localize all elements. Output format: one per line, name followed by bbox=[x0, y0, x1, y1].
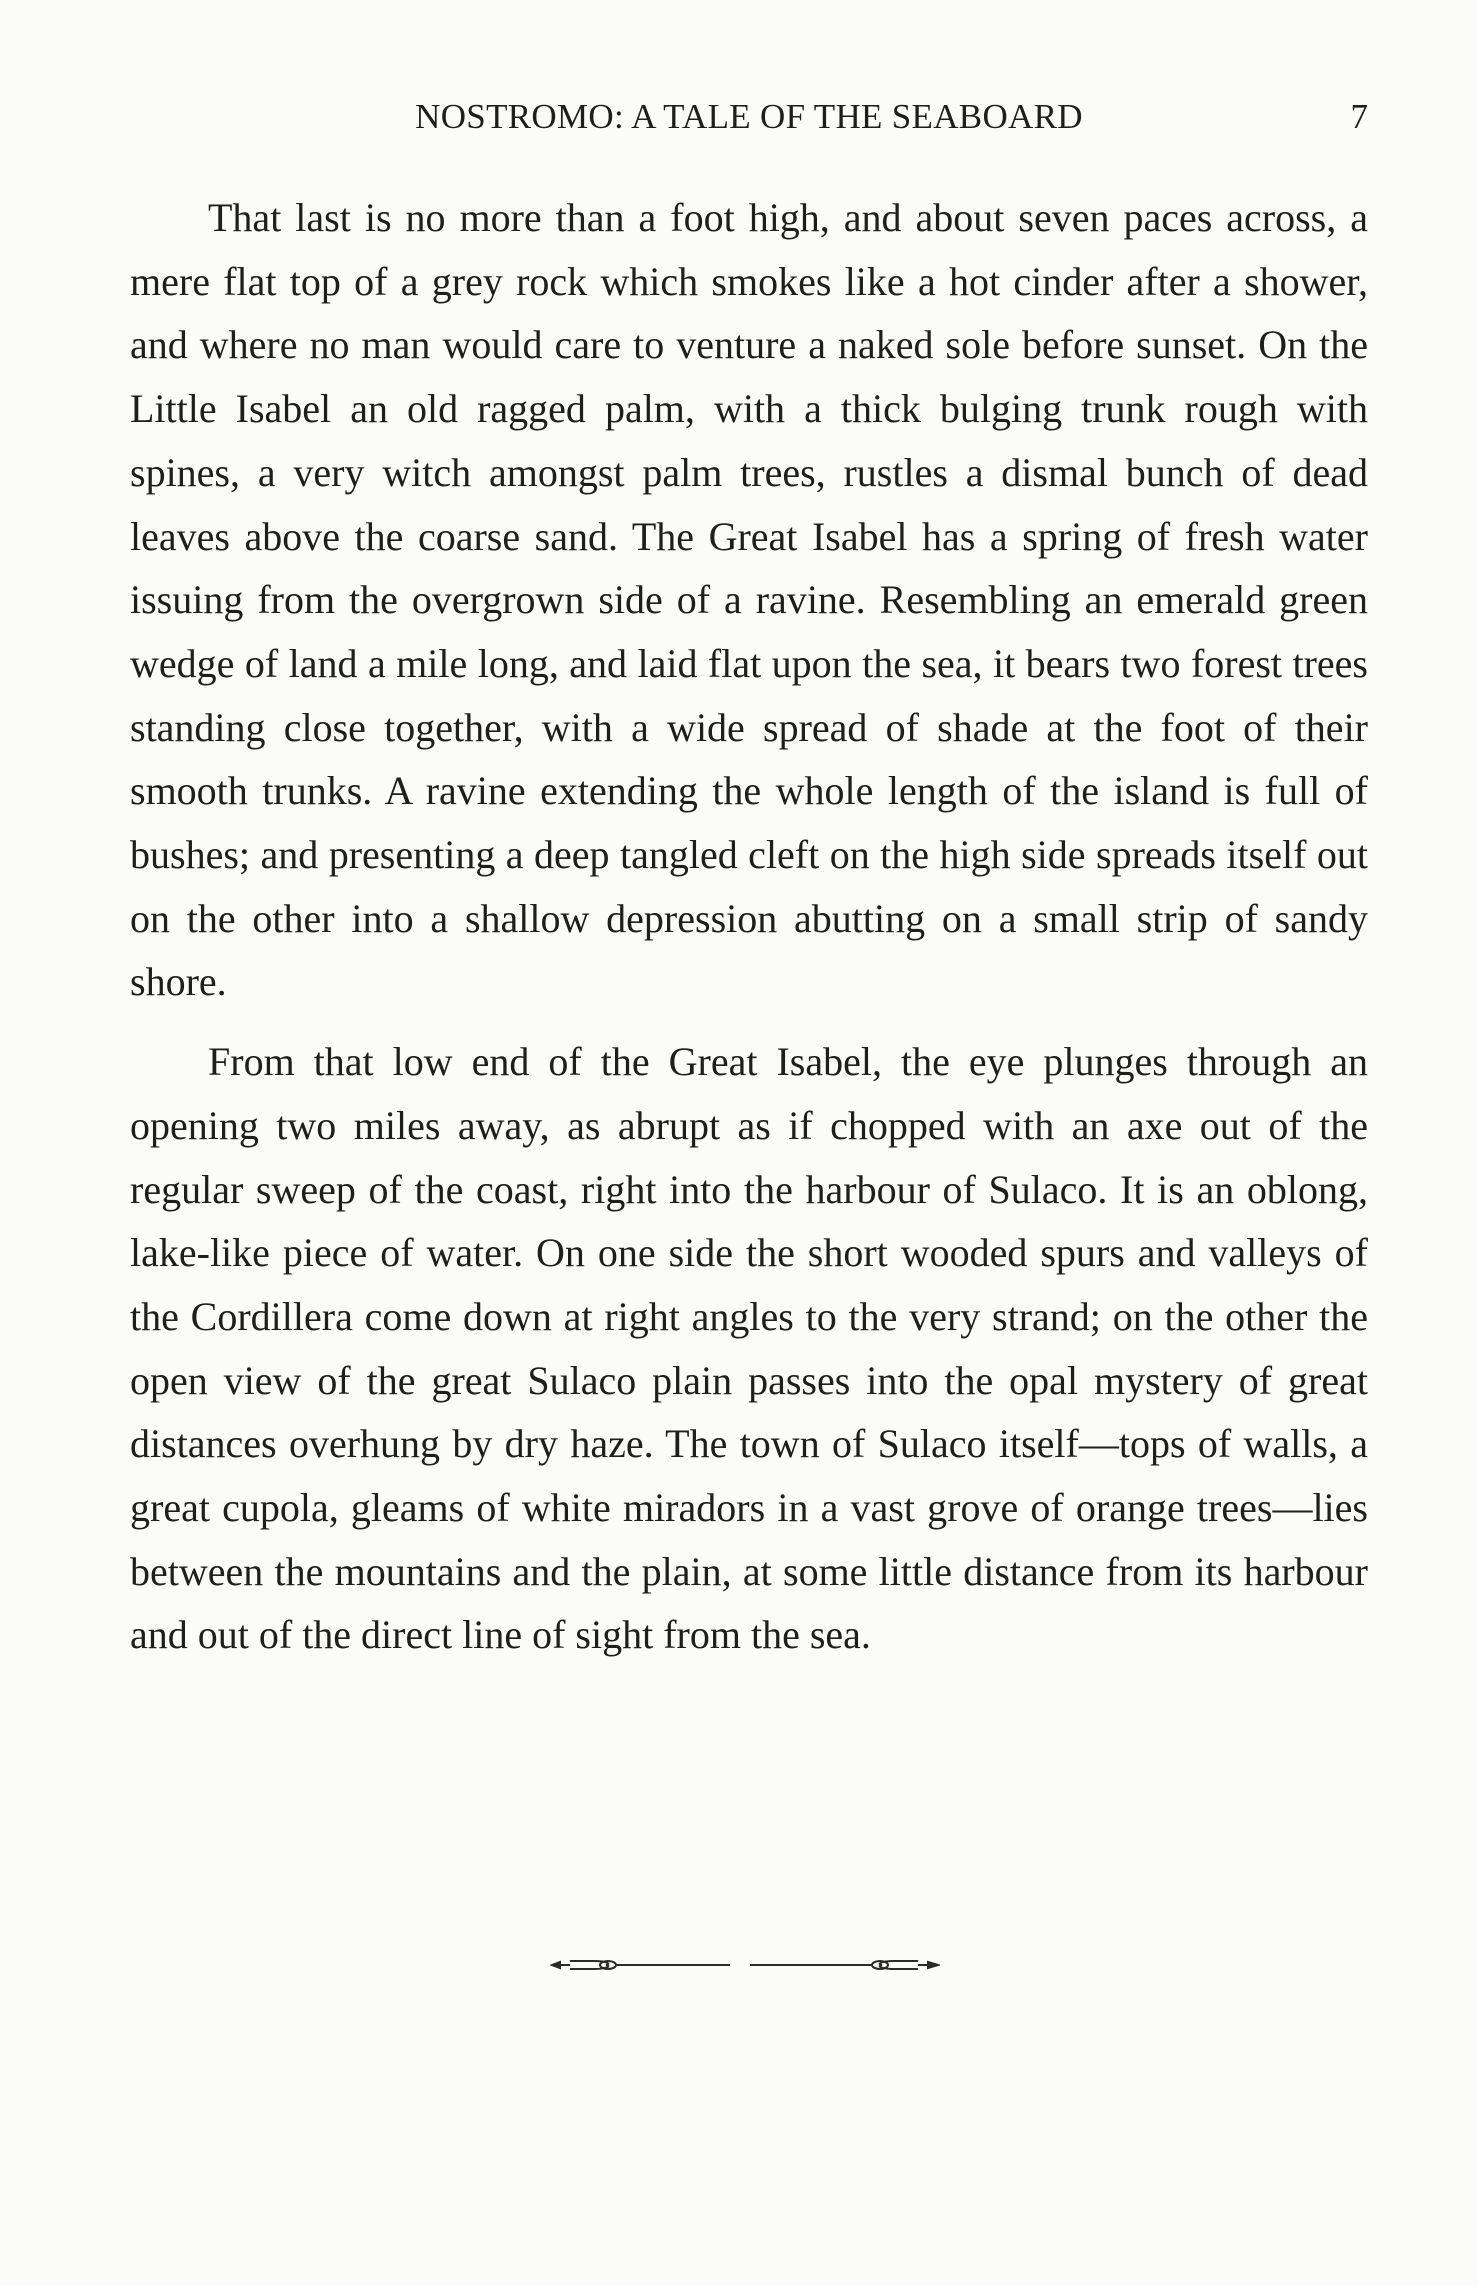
paragraph-2: From that low end of the Great Isabel, the eye plunges through an opening two miles away, as abrupt as if chopped with an axe out of the regular sweep of the coast, right into the harbour of Sulaco. It is an oblong, lake-like piece of water. On one side the short wooded spurs and valleys of the Cordillera come down at right angles to the very strand; on the other the open view of the great Sulaco plain passes into the opal mystery of great distances overhung by dry haze. The town of Sulaco itself—tops of walls, a great cupola, gleams of white miradors in a vast grove of orange trees—lies between the mountains and the plain, at some little distance from its harbour and out of the direct line of sight from the sea. bbox=[130, 1039, 1368, 1658]
running-title: NOSTROMO: A TALE OF THE SEABOARD bbox=[415, 97, 1083, 136]
running-head bbox=[130, 92, 1368, 142]
body-text bbox=[130, 186, 1368, 1683]
section-end-flourish-icon bbox=[550, 1950, 940, 1980]
page-number: 7 bbox=[1350, 97, 1368, 136]
paragraph-1: That last is no more than a foot high, and about seven paces across, a mere flat top of a grey rock which smokes like a hot cinder after a shower, and where no man would care to venture a naked sole before sunset. On the Little Isabel an old ragged palm, with a thick bulging trunk rough with spines, a very witch amongst palm trees, rustles a dismal bunch of dead leaves above the coarse sand. The Great Isabel has a spring of fresh water issuing from the overgrown side of a ravine. Resembling an emerald green wedge of land a mile long, and laid flat upon the sea, it bears two forest trees standing close together, with a wide spread of shade at the foot of their smooth trunks. A ravine extending the whole length of the island is full of bushes; and presenting a deep tangled cleft on the high side spreads itself out on the other into a shallow depression abutting on a small strip of sandy shore. bbox=[130, 195, 1368, 1005]
